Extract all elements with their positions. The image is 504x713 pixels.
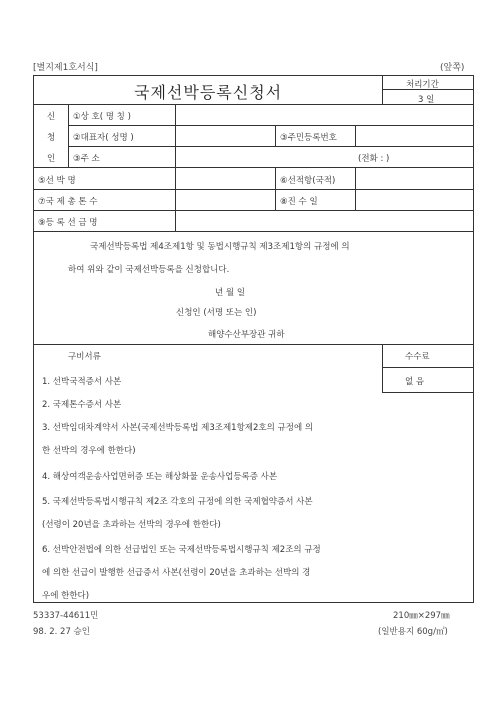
paper-size: 210㎜×297㎜: [393, 611, 450, 621]
address-label: ③주 소: [73, 154, 100, 164]
processing-period-label: 처리기간: [406, 80, 439, 90]
representative-label: ②대표자( 성명 ): [73, 133, 134, 143]
declaration-applicant: 신청인 (서명 또는 인): [176, 308, 257, 318]
launch-date-label: ⑧진 수 일: [280, 197, 318, 207]
ship-name-label: ⑤선 박 명: [38, 176, 76, 186]
fee-label: 수수료: [405, 352, 430, 362]
processing-period-value: 3 일: [418, 95, 435, 105]
applicant-side-label-2: 청: [47, 133, 56, 143]
paper-spec: (일반용지 60g/㎡): [378, 627, 448, 637]
declaration-line-1: 국제선박등록법 제4조제1항 및 동법시행규칙 제3조제1항의 규정에 의: [90, 242, 350, 252]
page-side-label: (앞쪽): [440, 63, 465, 73]
document-item: 3. 선박임대차계약서 사본(국제선박등록법 제3조제1항제2호의 규정에 의: [42, 423, 314, 433]
document-item: 우에 한한다): [42, 591, 90, 601]
form-number: [별지제1호서식]: [33, 63, 98, 73]
phone-label: (전화 : ): [358, 154, 390, 164]
approval-date: 98. 2. 27 승인: [33, 627, 90, 637]
form-code: 53337-44611민: [33, 611, 99, 621]
company-name-label: ①상 호( 명 칭 ): [73, 112, 131, 122]
gross-tonnage-label: ⑦국 제 총 톤 수: [38, 197, 98, 207]
document-item: 5. 국제선박등록법시행규칙 제2조 각호의 규정에 의한 국제협약증서 사본: [42, 497, 313, 507]
applicant-side-label-3: 인: [47, 154, 56, 164]
fee-value: 없 음: [405, 377, 425, 387]
declaration-line-2: 하여 위와 같이 국제선박등록을 신청합니다.: [68, 265, 230, 275]
document-item: 한 선박의 경우에 한한다): [42, 446, 136, 456]
document-item: (선령이 20년을 초과하는 선박의 경우에 한한다): [42, 520, 221, 530]
document-item: 에 의한 선급이 발행한 선급증서 사본(선령이 20년을 초과하는 선박의 경: [42, 568, 311, 578]
document-item: 2. 국제톤수증서 사본: [42, 400, 122, 410]
form-title: 국제선박등록신청서: [134, 83, 283, 102]
document-item: 6. 선박안전법에 의한 선급법인 또는 국제선박등록법시행규칙 제2조의 규정: [42, 545, 321, 555]
document-item: 1. 선박국적증서 사본: [42, 377, 122, 387]
declaration-recipient: 해양수산부장관 귀하: [208, 330, 285, 340]
registered-name-label: ⑨등 록 선 금 명: [38, 218, 98, 228]
port-of-registry-label: ⑥선적항(국적): [280, 176, 336, 186]
documents-heading: 구비서류: [68, 352, 101, 362]
declaration-date: 년 월 일: [215, 288, 246, 298]
document-item: 4. 해상여객운송사업면허증 또는 해상화물 운송사업등록증 사본: [42, 472, 278, 482]
applicant-side-label-1: 신: [47, 112, 56, 122]
resident-number-label: ③주민등록번호: [280, 133, 337, 143]
